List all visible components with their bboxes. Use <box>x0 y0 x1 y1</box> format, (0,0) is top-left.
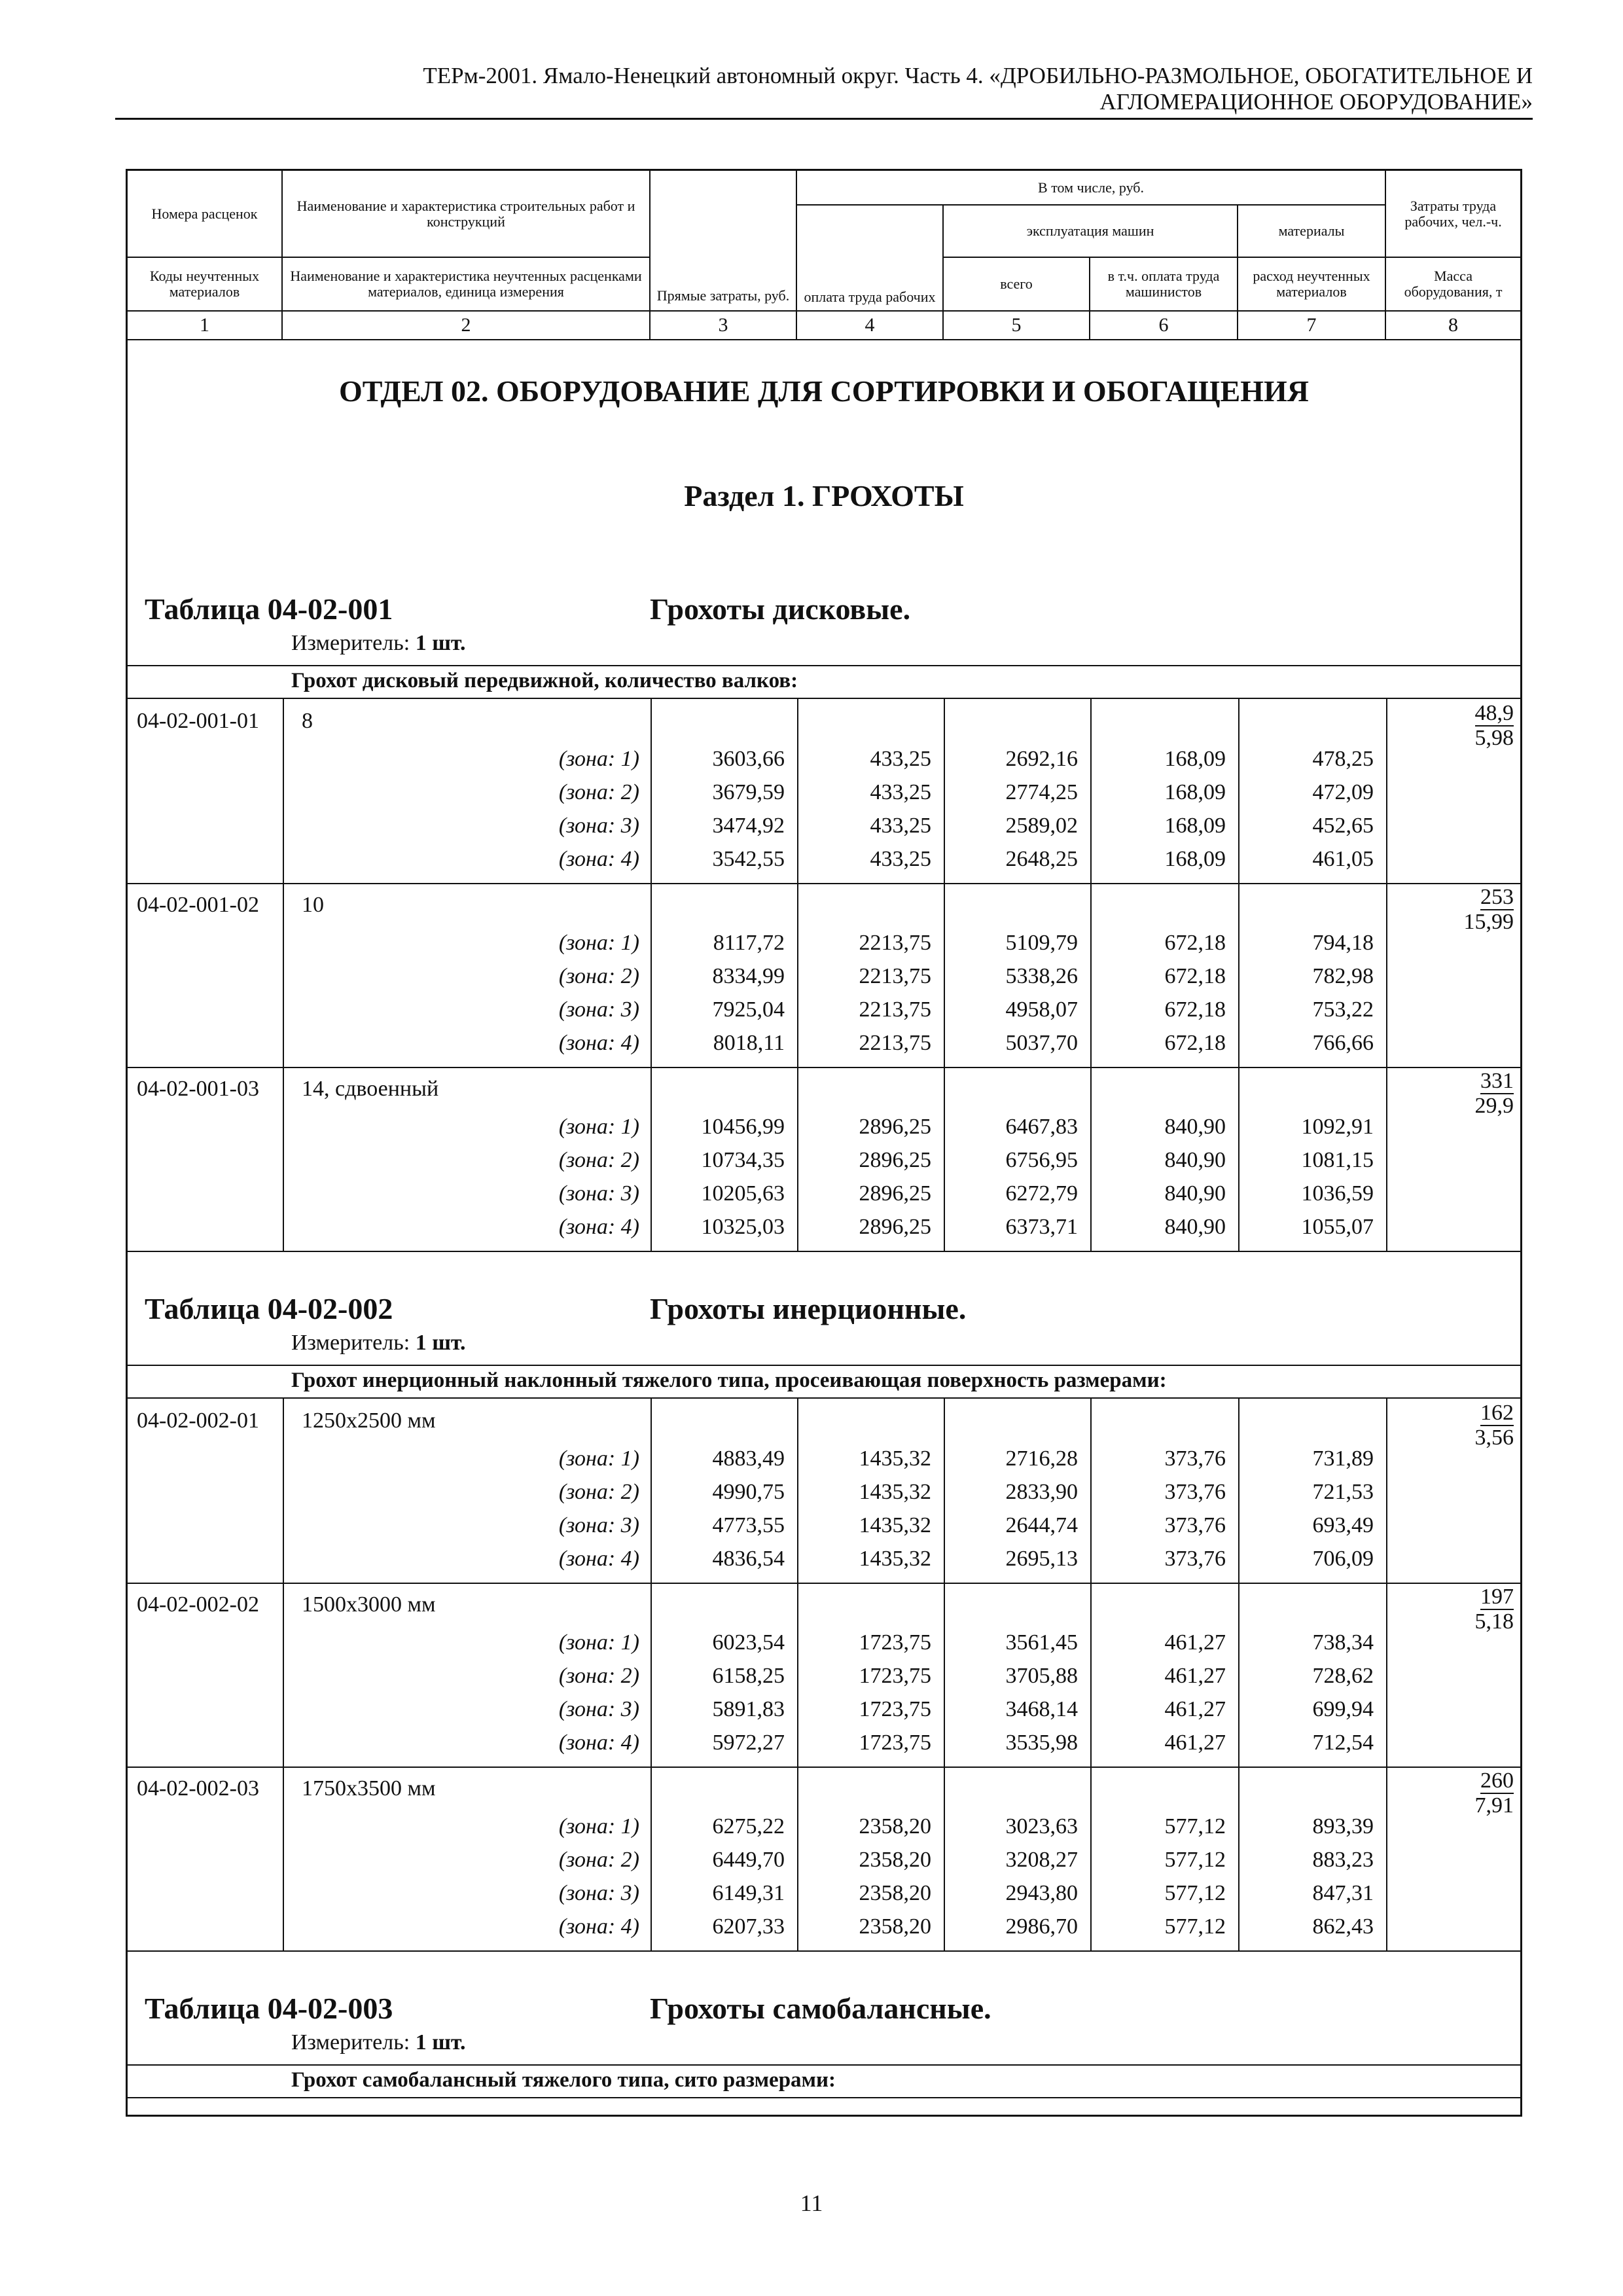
zone-label: (зона: 3) <box>558 1181 639 1206</box>
cost-value: 6207,33 <box>712 1914 785 1939</box>
cost-value: 1723,75 <box>859 1731 931 1755</box>
group-rule <box>128 2097 1520 2098</box>
zone-row <box>128 1726 1520 1759</box>
group-heading: Грохот дисковый передвижной, количество валков: <box>291 669 798 692</box>
cost-value: 4773,55 <box>712 1513 785 1537</box>
cost-value: 472,09 <box>1312 780 1374 804</box>
cost-value: 1435,32 <box>859 1513 931 1537</box>
cost-value: 2358,20 <box>859 1914 931 1939</box>
zone-row <box>128 776 1520 809</box>
cost-value: 782,98 <box>1312 964 1374 988</box>
column-number: 5 <box>943 311 1090 340</box>
zone-label: (зона: 2) <box>558 780 639 804</box>
cost-value: 6275,22 <box>712 1814 785 1839</box>
unit-value: 1 шт. <box>415 631 466 655</box>
zone-label: (зона: 3) <box>558 814 639 838</box>
rate-name: 1250х2500 мм <box>302 1408 436 1433</box>
item-rule <box>128 883 1520 884</box>
cost-value: 2358,20 <box>859 1814 931 1839</box>
table-code: Таблица 04-02-001 <box>145 592 393 626</box>
cost-value: 731,89 <box>1312 1446 1374 1471</box>
cost-value: 794,18 <box>1312 931 1374 955</box>
cost-value: 2716,28 <box>1005 1446 1078 1471</box>
cost-value: 672,18 <box>1164 931 1226 955</box>
group-heading: Грохот самобалансный тяжелого типа, сито размерами: <box>291 2068 836 2092</box>
cost-value: 883,23 <box>1312 1848 1374 1872</box>
rate-name: 1500х3000 мм <box>302 1592 436 1617</box>
cost-value: 577,12 <box>1164 1881 1226 1905</box>
table-header <box>128 171 1520 340</box>
item-row <box>128 1404 1520 1437</box>
cost-value: 699,94 <box>1312 1697 1374 1721</box>
cost-value: 461,27 <box>1164 1664 1226 1688</box>
zone-label: (зона: 1) <box>558 931 639 955</box>
table-title: Грохоты самобалансные. <box>650 1992 991 2025</box>
header-line-2: АГЛОМЕРАЦИОННОЕ ОБОРУДОВАНИЕ» <box>1099 89 1533 115</box>
item-rule <box>128 1767 1520 1768</box>
zone-label: (зона: 1) <box>558 1814 639 1839</box>
group-rule <box>128 2064 1520 2066</box>
table-title: Грохоты инерционные. <box>650 1292 967 1325</box>
cost-value: 2213,75 <box>859 997 931 1022</box>
zone-row <box>128 960 1520 993</box>
cost-value: 3208,27 <box>1005 1848 1078 1872</box>
cost-value: 373,76 <box>1164 1513 1226 1537</box>
zone-row <box>128 1442 1520 1475</box>
cost-value: 893,39 <box>1312 1814 1374 1839</box>
zone-row <box>128 1475 1520 1509</box>
cost-value: 433,25 <box>870 747 931 771</box>
cost-value: 2986,70 <box>1005 1914 1078 1939</box>
zone-row <box>128 1177 1520 1210</box>
cost-value: 1723,75 <box>859 1664 931 1688</box>
col2-top-header: Наименование и характеристика строительных работ и конструкций <box>282 171 650 257</box>
cost-value: 461,27 <box>1164 1630 1226 1655</box>
zone-row <box>128 842 1520 876</box>
cost-value: 3603,66 <box>712 747 785 771</box>
cost-value: 461,27 <box>1164 1731 1226 1755</box>
cost-value: 2695,13 <box>1005 1547 1078 1571</box>
cost-value: 1723,75 <box>859 1630 931 1655</box>
cost-value: 4990,75 <box>712 1480 785 1504</box>
cost-value: 2896,25 <box>859 1115 931 1139</box>
cost-value: 2648,25 <box>1005 847 1078 871</box>
rate-name: 10 <box>302 893 324 917</box>
department-title: ОТДЕЛ 02. ОБОРУДОВАНИЕ ДЛЯ СОРТИРОВКИ И ОБОГАЩЕНИЯ <box>338 374 1310 408</box>
zone-label: (зона: 3) <box>558 1881 639 1905</box>
cost-value: 10734,35 <box>701 1148 785 1172</box>
zone-row <box>128 1843 1520 1876</box>
cost-value: 6149,31 <box>712 1881 785 1905</box>
cost-value: 672,18 <box>1164 964 1226 988</box>
cost-value: 433,25 <box>870 814 931 838</box>
item-rule <box>128 1067 1520 1068</box>
cost-value: 5891,83 <box>712 1697 785 1721</box>
column-number: 3 <box>650 311 796 340</box>
zone-label: (зона: 3) <box>558 997 639 1022</box>
cost-value: 672,18 <box>1164 1031 1226 1055</box>
cost-value: 6373,71 <box>1005 1215 1078 1239</box>
zone-row <box>128 809 1520 842</box>
rate-name: 14, сдвоенный <box>302 1077 439 1101</box>
column-number: 8 <box>1385 311 1520 340</box>
group-rule <box>128 1397 1520 1399</box>
table-title: Грохоты дисковые. <box>650 592 911 626</box>
cost-value: 2692,16 <box>1005 747 1078 771</box>
cost-value: 373,76 <box>1164 1547 1226 1571</box>
col4-header: оплата труда рабочих <box>796 205 943 311</box>
zone-row <box>128 926 1520 960</box>
cost-value: 10325,03 <box>701 1215 785 1239</box>
unit-of-measure <box>291 2030 466 2055</box>
cost-value: 840,90 <box>1164 1215 1226 1239</box>
zone-label: (зона: 2) <box>558 1664 639 1688</box>
rate-name: 8 <box>302 709 313 733</box>
rate-code: 04-02-002-02 <box>137 1592 259 1617</box>
table-code: Таблица 04-02-003 <box>145 1992 393 2025</box>
zone-label: (зона: 2) <box>558 964 639 988</box>
zone-row <box>128 1693 1520 1726</box>
cost-value: 4958,07 <box>1005 997 1078 1022</box>
cost-value: 721,53 <box>1312 1480 1374 1504</box>
cost-value: 6158,25 <box>712 1664 785 1688</box>
zone-row <box>128 1210 1520 1244</box>
cost-value: 1081,15 <box>1301 1148 1374 1172</box>
cost-value: 2943,80 <box>1005 1881 1078 1905</box>
col1-bottom-header: Коды неучтенных материалов <box>128 257 282 311</box>
rate-name: 1750х3500 мм <box>302 1776 436 1801</box>
cost-value: 2213,75 <box>859 964 931 988</box>
equipment-mass: 3,56 <box>1474 1426 1514 1450</box>
zone-row <box>128 1910 1520 1943</box>
zone-label: (зона: 3) <box>558 1697 639 1721</box>
section-title: Раздел 1. ГРОХОТЫ <box>684 479 964 512</box>
group-heading: Грохот инерционный наклонный тяжелого типа, просеивающая поверхность размерами: <box>291 1369 1167 1392</box>
cost-value: 1435,32 <box>859 1446 931 1471</box>
equipment-mass: 5,98 <box>1474 726 1514 750</box>
cost-value: 1435,32 <box>859 1547 931 1571</box>
zone-label: (зона: 3) <box>558 1513 639 1537</box>
cost-value: 168,09 <box>1164 780 1226 804</box>
cost-value: 6023,54 <box>712 1630 785 1655</box>
group-rule <box>128 665 1520 666</box>
cost-value: 1036,59 <box>1301 1181 1374 1206</box>
machines-header: эксплуатация машин <box>943 205 1238 257</box>
cost-value: 5109,79 <box>1005 931 1078 955</box>
cost-value: 2213,75 <box>859 1031 931 1055</box>
cost-value: 3474,92 <box>712 814 785 838</box>
unit-of-measure <box>291 631 466 656</box>
cost-value: 1092,91 <box>1301 1115 1374 1139</box>
col2-bottom-header: Наименование и характеристика неучтенных расценками материалов, единица измерения <box>282 257 650 311</box>
col8-top-header: Затраты труда рабочих, чел.-ч. <box>1385 171 1520 257</box>
cost-value: 478,25 <box>1312 747 1374 771</box>
cost-value: 6467,83 <box>1005 1115 1078 1139</box>
cost-value: 3679,59 <box>712 780 785 804</box>
materials-header: материалы <box>1238 205 1385 257</box>
cost-value: 6756,95 <box>1005 1148 1078 1172</box>
cost-value: 168,09 <box>1164 747 1226 771</box>
zone-row <box>128 1542 1520 1575</box>
item-row <box>128 1072 1520 1105</box>
cost-value: 373,76 <box>1164 1480 1226 1504</box>
zone-row <box>128 1659 1520 1693</box>
cost-value: 8018,11 <box>713 1031 785 1055</box>
item-row <box>128 1772 1520 1805</box>
cost-value: 2896,25 <box>859 1215 931 1239</box>
zone-label: (зона: 4) <box>558 847 639 871</box>
cost-value: 4883,49 <box>712 1446 785 1471</box>
zone-label: (зона: 1) <box>558 1630 639 1655</box>
cost-value: 2358,20 <box>859 1881 931 1905</box>
zone-label: (зона: 1) <box>558 747 639 771</box>
column-number: 7 <box>1238 311 1385 340</box>
zone-row <box>128 1026 1520 1060</box>
equipment-mass: 15,99 <box>1463 910 1514 934</box>
labor-cost: 253 <box>1480 885 1514 909</box>
cost-value: 2644,74 <box>1005 1513 1078 1537</box>
cost-value: 433,25 <box>870 847 931 871</box>
zone-row <box>128 742 1520 776</box>
unit-label: Измеритель: <box>291 1331 410 1355</box>
cost-value: 706,09 <box>1312 1547 1374 1571</box>
labor-cost: 162 <box>1480 1401 1514 1425</box>
zone-label: (зона: 2) <box>558 1848 639 1872</box>
unit-of-measure <box>291 1331 466 1355</box>
cost-value: 5972,27 <box>712 1731 785 1755</box>
zone-label: (зона: 1) <box>558 1115 639 1139</box>
item-row <box>128 885 1520 922</box>
col5-header: всего <box>943 257 1090 311</box>
zone-label: (зона: 4) <box>558 1215 639 1239</box>
zone-row <box>128 1143 1520 1177</box>
item-rule <box>128 1583 1520 1584</box>
cost-value: 3468,14 <box>1005 1697 1078 1721</box>
cost-value: 577,12 <box>1164 1914 1226 1939</box>
cost-value: 577,12 <box>1164 1814 1226 1839</box>
zone-label: (зона: 4) <box>558 1031 639 1055</box>
cost-value: 168,09 <box>1164 847 1226 871</box>
cost-value: 840,90 <box>1164 1148 1226 1172</box>
column-number: 4 <box>796 311 943 340</box>
cost-value: 4836,54 <box>712 1547 785 1571</box>
cost-value: 452,65 <box>1312 814 1374 838</box>
labor-cost: 48,9 <box>1474 701 1514 725</box>
zone-row <box>128 993 1520 1026</box>
zone-label: (зона: 4) <box>558 1547 639 1571</box>
equipment-mass: 5,18 <box>1474 1609 1514 1634</box>
col7-header: расход неучтенных материалов <box>1238 257 1385 311</box>
cost-value: 738,34 <box>1312 1630 1374 1655</box>
zone-label: (зона: 1) <box>558 1446 639 1471</box>
cost-value: 2213,75 <box>859 931 931 955</box>
cost-value: 3705,88 <box>1005 1664 1078 1688</box>
table-end-rule <box>128 1251 1520 1252</box>
cost-value: 7925,04 <box>712 997 785 1022</box>
cost-value: 10456,99 <box>701 1115 785 1139</box>
zone-row <box>128 1110 1520 1143</box>
running-header <box>115 63 1533 115</box>
zone-label: (зона: 4) <box>558 1731 639 1755</box>
unit-value: 1 шт. <box>415 2030 466 2054</box>
zone-label: (зона: 2) <box>558 1480 639 1504</box>
cost-value: 693,49 <box>1312 1513 1374 1537</box>
labor-cost: 331 <box>1480 1069 1514 1093</box>
unit-value: 1 шт. <box>415 1331 466 1355</box>
col1-top-header: Номера расценок <box>128 171 282 257</box>
cost-value: 712,54 <box>1312 1731 1374 1755</box>
zone-row <box>128 1509 1520 1542</box>
labor-cost: 197 <box>1480 1585 1514 1609</box>
cost-value: 2896,25 <box>859 1181 931 1206</box>
cost-value: 461,05 <box>1312 847 1374 871</box>
rate-code: 04-02-002-01 <box>137 1408 259 1433</box>
cost-value: 728,62 <box>1312 1664 1374 1688</box>
column-number: 1 <box>128 311 282 340</box>
cost-value: 766,66 <box>1312 1031 1374 1055</box>
cost-value: 8334,99 <box>712 964 785 988</box>
in-total-header: В том числе, руб. <box>796 171 1385 205</box>
zone-row <box>128 1810 1520 1843</box>
zone-row <box>128 1626 1520 1659</box>
equipment-mass: 29,9 <box>1474 1094 1514 1118</box>
cost-value: 2896,25 <box>859 1148 931 1172</box>
cost-value: 3542,55 <box>712 847 785 871</box>
labor-cost: 260 <box>1480 1768 1514 1793</box>
rate-code: 04-02-001-03 <box>137 1077 259 1101</box>
cost-value: 2358,20 <box>859 1848 931 1872</box>
group-rule <box>128 698 1520 699</box>
unit-label: Измеритель: <box>291 2030 410 2054</box>
zone-label: (зона: 2) <box>558 1148 639 1172</box>
header-line-1: ТЕРм-2001. Ямало-Ненецкий автономный округ. Часть 4. «ДРОБИЛЬНО-РАЗМОЛЬНОЕ, ОБОГАТИТЕЛЬНОЕ И <box>423 63 1533 88</box>
group-rule <box>128 1365 1520 1366</box>
cost-value: 461,27 <box>1164 1697 1226 1721</box>
cost-value: 840,90 <box>1164 1115 1226 1139</box>
item-row <box>128 1588 1520 1621</box>
zone-row <box>128 1876 1520 1910</box>
page-number: 11 <box>800 2190 823 2216</box>
cost-value: 862,43 <box>1312 1914 1374 1939</box>
rate-code: 04-02-002-03 <box>137 1776 259 1801</box>
cost-value: 1723,75 <box>859 1697 931 1721</box>
zone-label: (зона: 4) <box>558 1914 639 1939</box>
cost-value: 2774,25 <box>1005 780 1078 804</box>
cost-value: 1435,32 <box>859 1480 931 1504</box>
cost-value: 6449,70 <box>712 1848 785 1872</box>
cost-value: 373,76 <box>1164 1446 1226 1471</box>
cost-value: 672,18 <box>1164 997 1226 1022</box>
header-rule <box>115 118 1533 120</box>
cost-value: 8117,72 <box>713 931 785 955</box>
unit-label: Измеритель: <box>291 631 410 655</box>
rates-table <box>126 169 1522 2117</box>
rate-code: 04-02-001-01 <box>137 709 259 733</box>
cost-value: 3535,98 <box>1005 1731 1078 1755</box>
cost-value: 753,22 <box>1312 997 1374 1022</box>
rate-code: 04-02-001-02 <box>137 893 259 917</box>
cost-value: 2833,90 <box>1005 1480 1078 1504</box>
cost-value: 840,90 <box>1164 1181 1226 1206</box>
cost-value: 3023,63 <box>1005 1814 1078 1839</box>
cost-value: 3561,45 <box>1005 1630 1078 1655</box>
cost-value: 847,31 <box>1312 1881 1374 1905</box>
item-row <box>128 701 1520 738</box>
col3-header: Прямые затраты, руб. <box>650 171 796 311</box>
cost-value: 6272,79 <box>1005 1181 1078 1206</box>
table-code: Таблица 04-02-002 <box>145 1292 393 1325</box>
column-number: 6 <box>1090 311 1238 340</box>
col6-header: в т.ч. оплата труда машинистов <box>1090 257 1238 311</box>
cost-value: 5037,70 <box>1005 1031 1078 1055</box>
column-number: 2 <box>282 311 650 340</box>
cost-value: 433,25 <box>870 780 931 804</box>
cost-value: 1055,07 <box>1301 1215 1374 1239</box>
col8-bottom-header: Масса оборудования, т <box>1385 257 1520 311</box>
table-end-rule <box>128 1950 1520 1952</box>
cost-value: 5338,26 <box>1005 964 1078 988</box>
cost-value: 168,09 <box>1164 814 1226 838</box>
cost-value: 10205,63 <box>701 1181 785 1206</box>
equipment-mass: 7,91 <box>1474 1793 1514 1818</box>
cost-value: 2589,02 <box>1005 814 1078 838</box>
cost-value: 577,12 <box>1164 1848 1226 1872</box>
